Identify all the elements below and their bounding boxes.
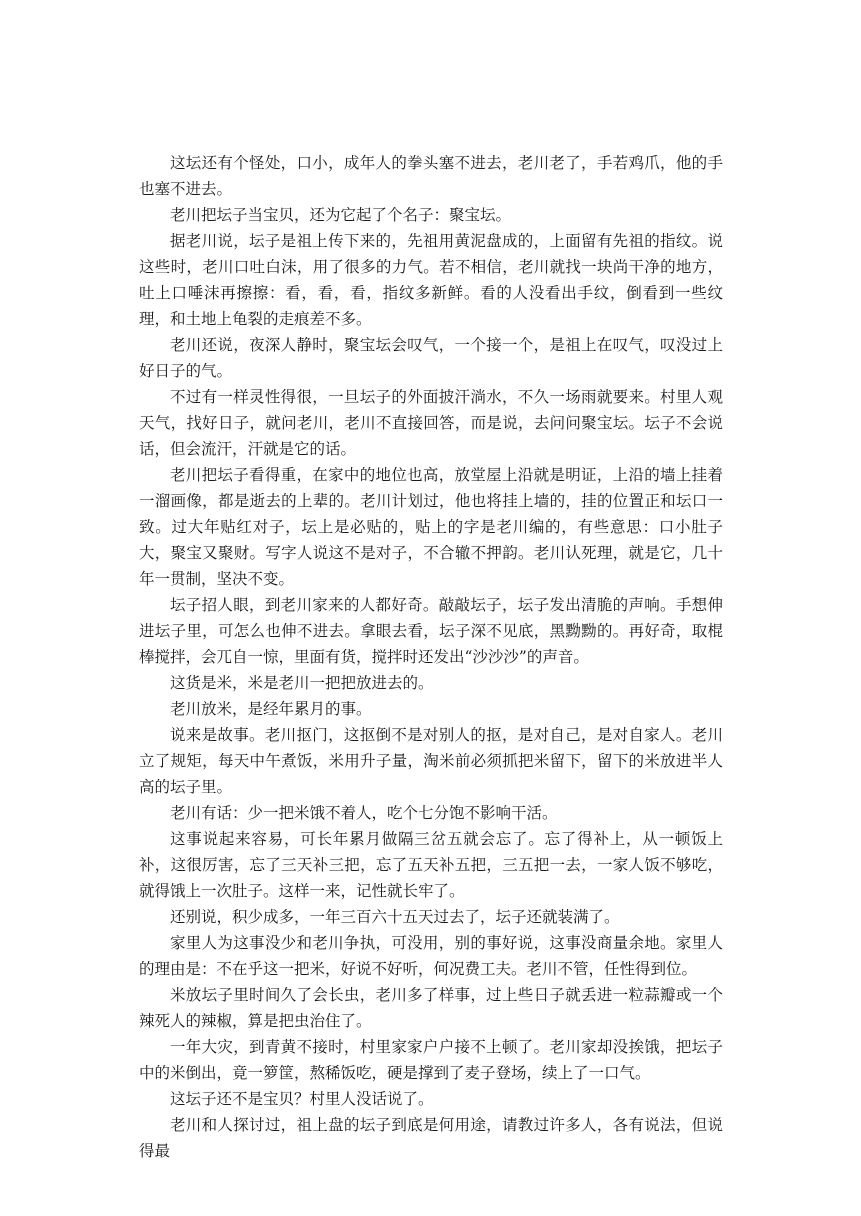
paragraph-2: 老川把坛子当宝贝，还为它起了个名子：聚宝坛。 bbox=[170, 206, 512, 224]
paragraph-1: 这坛还有个怪处，口小，成年人的拳头塞不进去，老川老了，手若鸡爪，他的手也塞不进去。 bbox=[139, 154, 723, 198]
paragraph-9: 老川放米，是经年累月的事。 bbox=[170, 700, 372, 718]
paragraph-13: 还别说，积少成多，一年三百六十五天过去了，坛子还就装满了。 bbox=[170, 908, 620, 926]
paragraph-15: 米放坛子里时间久了会长虫，老川多了样事，过上些日子就丢进一粒蒜瓣或一个辣死人的辣椒，算是把虫治住了。 bbox=[139, 986, 723, 1030]
paragraph-11: 老川有话：少一把米饿不着人，吃个七分饱不影响干活。 bbox=[170, 804, 558, 822]
article-body bbox=[139, 150, 723, 1164]
paragraph-4: 老川还说，夜深人静时，聚宝坛会叹气，一个接一个，是祖上在叹气，叹没过上好日子的气。 bbox=[139, 336, 723, 380]
paragraph-12: 这事说起来容易，可长年累月做隔三岔五就会忘了。忘了得补上，从一顿饭上补，这很厉害，忘了三天补三把，忘了五天补五把，三五把一去，一家人饭不够吃，就得饿上一次肚子。这样一来，记性就长牢了。 bbox=[139, 830, 723, 900]
paragraph-8: 这货是米，米是老川一把把放进去的。 bbox=[170, 674, 434, 692]
paragraph-6: 老川把坛子看得重，在家中的地位也高，放堂屋上沿就是明证，上沿的墙上挂着一溜画像，都是逝去的上辈的。老川计划过，他也将挂上墙的，挂的位置正和坛口一致。过大年贴红对子，坛上是必贴的，贴上的字是老川编的，有些意思：口小肚子大，聚宝又聚财。写字人说这不是对子，不合辙不押韵。老川认死理，就是它，几十年一贯制，坚决不变。 bbox=[139, 466, 723, 588]
paragraph-7: 坛子招人眼，到老川家来的人都好奇。敲敲坛子，坛子发出清脆的声响。手想伸进坛子里，可怎么也伸不进去。拿眼去看，坛子深不见底，黑黝黝的。再好奇，取棍棒搅拌，会兀自一惊，里面有货，搅拌时还发出“沙沙沙”的声音。 bbox=[139, 596, 723, 666]
paragraph-3: 据老川说，坛子是祖上传下来的，先祖用黄泥盘成的，上面留有先祖的指纹。说这些时，老川口吐白沫，用了很多的力气。若不相信，老川就找一块尚干净的地方，吐上口唾沫再擦擦：看，看，看，指纹多新鲜。看的人没看出手纹，倒看到一些纹理，和土地上龟裂的走痕差不多。 bbox=[139, 232, 723, 328]
paragraph-18: 老川和人探讨过，祖上盘的坛子到底是何用途，请教过许多人，各有说法，但说得最 bbox=[139, 1116, 723, 1160]
paragraph-5: 不过有一样灵性得很，一旦坛子的外面披汗淌水，不久一场雨就要来。村里人观天气，找好日子，就问老川，老川不直接回答，而是说，去问问聚宝坛。坛子不会说话，但会流汗，汗就是它的话。 bbox=[139, 388, 723, 458]
paragraph-16: 一年大灾，到青黄不接时，村里家家户户接不上顿了。老川家却没挨饿，把坛子中的米倒出，竟一箩筐，熬稀饭吃，硬是撑到了麦子登场，续上了一口气。 bbox=[139, 1038, 723, 1082]
paragraph-14: 家里人为这事没少和老川争执，可没用，别的事好说，这事没商量余地。家里人的理由是：不在乎这一把米，好说不好听，何况费工夫。老川不管，任性得到位。 bbox=[139, 934, 723, 978]
paragraph-10: 说来是故事。老川抠门，这抠倒不是对别人的抠，是对自己，是对自家人。老川立了规矩，每天中午煮饭，米用升子量，淘米前必须抓把米留下，留下的米放进半人高的坛子里。 bbox=[139, 726, 723, 796]
paragraph-17: 这坛子还不是宝贝？村里人没话说了。 bbox=[170, 1090, 434, 1108]
